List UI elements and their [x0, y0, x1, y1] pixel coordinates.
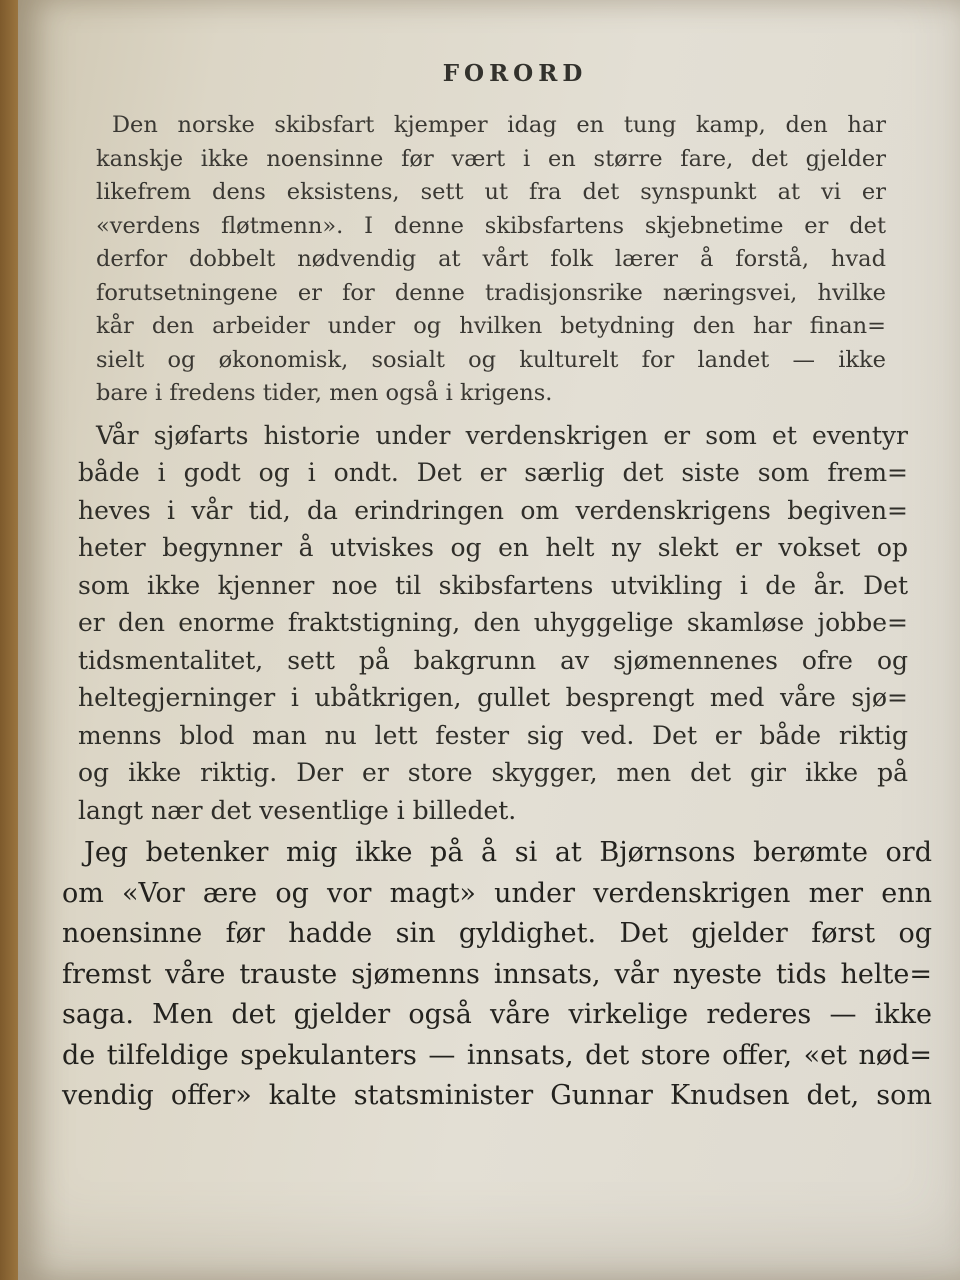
text-line: «verdens fløtmenn». I denne skibsfartens skjebnetime er det [96, 212, 886, 239]
text-line: om «Vor ære og vor magt» under verdenskrigen mer enn [62, 877, 932, 909]
text-line: fremst våre trauste sjømenns innsats, vår nyeste tids helte= [62, 958, 932, 990]
text-line: noensinne før hadde sin gyldighet. Det gjelder først og [62, 918, 932, 949]
page-heading: FORORD [442, 60, 588, 87]
text-line: kanskje ikke noensinne før vært i en større fare, det gjelder [96, 145, 886, 172]
paragraph-1 [70, 109, 920, 411]
text-line: både i godt og i ondt. Det er særlig det siste som frem= [78, 458, 908, 487]
text-line: langt nær det vesentlige i billedet. [78, 795, 517, 825]
text-line: og ikke riktig. Der er store skygger, men det gir ikke på [78, 758, 908, 787]
text-line: forutsetningene er for denne tradisjonsrike næringsvei, hvilke [96, 279, 886, 306]
text-line: Jeg betenker mig ikke på å si at Bjørnsons berømte ord [84, 837, 932, 868]
text-line: vendig offer» kalte statsminister Gunnar Knudsen det, som [62, 1080, 932, 1111]
text-line: Den norske skibsfart kjemper idag en tung kamp, den har [112, 112, 886, 138]
text-line: menns blod man nu lett fester sig ved. Det er både riktig [78, 720, 908, 750]
text-line: tidsmentalitet, sett på bakgrunn av sjømennenes ofre og [78, 645, 908, 675]
text-line: Vår sjøfarts historie under verdenskrigen er som et eventyr [96, 420, 908, 450]
text-line: kår den arbeider under og hvilken betydning den har finan= [96, 313, 886, 339]
text-line: heter begynner å utviskes og en helt ny slekt er vokset op [78, 533, 908, 562]
text-line: likefrem dens eksistens, sett ut fra det synspunkt at vi er [96, 179, 886, 205]
text-line: saga. Men det gjelder også våre virkelige rederes — ikke [62, 999, 932, 1030]
text-line: er den enorme fraktstigning, den uhyggelige skamløse jobbe= [78, 608, 908, 637]
text-line: derfor dobbelt nødvendig at vårt folk lærer å forstå, hvad [96, 246, 886, 272]
text-line: sielt og økonomisk, sosialt og kulturelt for landet — ikke [96, 346, 886, 373]
text-line: de tilfeldige spekulanters — innsats, det store offer, «et nød= [62, 1039, 932, 1071]
text-line: bare i fredens tider, men også i krigens. [96, 380, 553, 406]
paragraph-3 [62, 833, 932, 1117]
text-line: som ikke kjenner noe til skibsfartens utvikling i de år. Det [78, 570, 908, 600]
book-page [18, 0, 960, 1280]
paragraph-2 [70, 417, 920, 830]
text-line: heltegjerninger i ubåtkrigen, gullet besprengt med våre sjø= [78, 683, 908, 712]
page-text [62, 60, 932, 1117]
text-line: heves i vår tid, da erindringen om verdenskrigens begiven= [78, 495, 908, 525]
